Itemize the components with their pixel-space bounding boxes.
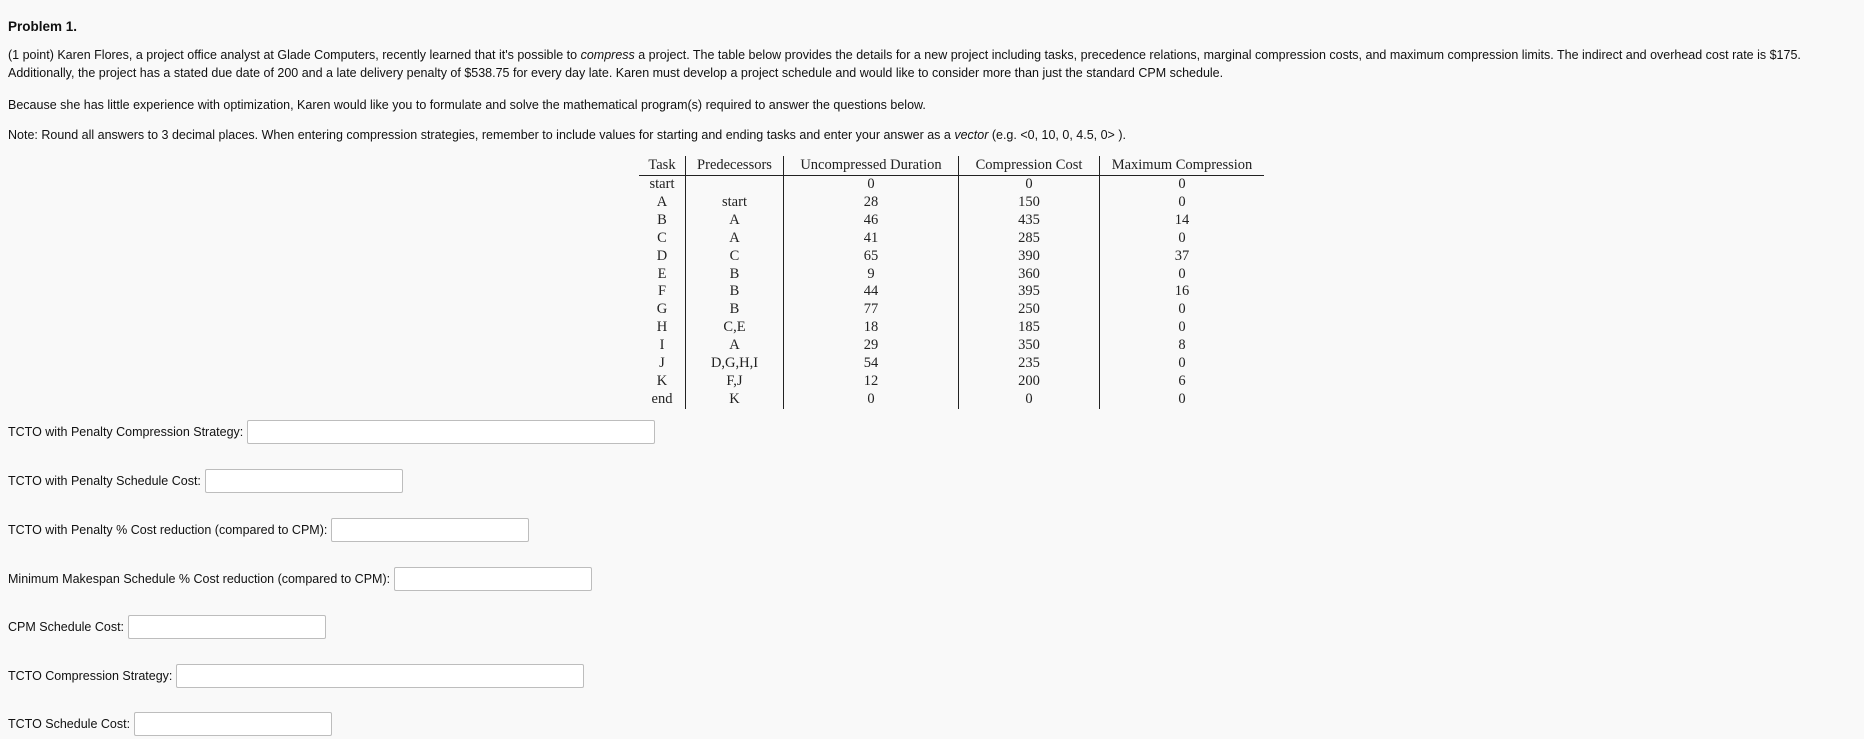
cell-task: G (656, 301, 668, 318)
cell-duration: 29 (784, 337, 959, 355)
cell-predecessors: C (686, 248, 784, 266)
cell-duration: 28 (784, 194, 959, 212)
header-uncompressed-duration: Uncompressed Duration (784, 156, 959, 176)
cell-compression-cost: 390 (959, 248, 1100, 266)
header-task: Task (639, 156, 686, 176)
note-text-b: (e.g. <0, 10, 0, 4.5, 0> ). (988, 128, 1126, 142)
cell-max-compression: 0 (1100, 176, 1265, 194)
table-header-row (639, 156, 1264, 176)
intro-emphasis-compress: compress (580, 48, 635, 62)
tcto-strategy-input[interactable] (176, 664, 584, 688)
cell-compression-cost: 285 (959, 230, 1100, 248)
field-tcto-cost (8, 712, 332, 736)
field-min-makespan-reduction (8, 567, 592, 591)
cell-duration: 9 (784, 266, 959, 284)
table-row (639, 248, 1264, 266)
tcto-penalty-strategy-label: TCTO with Penalty Compression Strategy: (8, 425, 244, 439)
experience-paragraph: Because she has little experience with optimization, Karen would like you to formulate and solve the mathematical program(s) required to answer the questions below. (8, 98, 926, 112)
cell-duration: 0 (784, 391, 959, 409)
cell-max-compression: 0 (1100, 230, 1265, 248)
cell-max-compression: 0 (1100, 266, 1265, 284)
table-row (639, 337, 1264, 355)
table-row (639, 391, 1264, 409)
cell-max-compression: 0 (1100, 319, 1265, 337)
cell-predecessors: D,G,H,I (686, 355, 784, 373)
tcto-penalty-cost-label: TCTO with Penalty Schedule Cost: (8, 474, 201, 488)
cpm-cost-input[interactable] (128, 615, 326, 639)
min-makespan-reduction-input[interactable] (394, 567, 592, 591)
cell-task: B (657, 211, 667, 228)
cell-compression-cost: 0 (959, 391, 1100, 409)
intro-text-b: a project. The table below provides the details for a new project including tasks, precedence relations, marginal compression costs, and maximum compression limits. The indirect and overhead cost rate is $175. Additionally, the project has a stated due date of 200 and a late delivery penalty of $538.75 for every day late. Karen must develop a project schedule and would like to consider more than just the standard CPM schedule. (8, 48, 1801, 80)
cell-predecessors: A (686, 212, 784, 230)
note-emphasis-vector: vector (954, 128, 989, 142)
cell-task: J (659, 355, 665, 372)
cell-compression-cost: 185 (959, 319, 1100, 337)
cell-compression-cost: 150 (959, 194, 1100, 212)
cell-task: F (657, 283, 667, 300)
note-text-a: Note: Round all answers to 3 decimal places. When entering compression strategies, remember to include values for starting and ending tasks and enter your answer as a (8, 128, 955, 142)
intro-text-a: (1 point) Karen Flores, a project office analyst at Glade Computers, recently learned that it's possible to (8, 48, 581, 62)
cell-predecessors: B (686, 283, 784, 301)
cell-max-compression: 0 (1100, 355, 1265, 373)
project-task-table (639, 156, 1264, 409)
cell-max-compression: 16 (1100, 283, 1265, 301)
field-tcto-penalty-reduction (8, 518, 529, 542)
problem-title: Problem 1. (8, 19, 78, 34)
header-predecessors: Predecessors (686, 156, 784, 176)
table-row (639, 319, 1264, 337)
cell-duration: 18 (784, 319, 959, 337)
tcto-cost-input[interactable] (134, 712, 332, 736)
cell-max-compression: 6 (1100, 373, 1265, 391)
cell-duration: 65 (784, 248, 959, 266)
cell-predecessors: F,J (686, 373, 784, 391)
field-tcto-penalty-strategy (8, 420, 655, 444)
cell-duration: 41 (784, 230, 959, 248)
cell-predecessors: K (686, 391, 784, 409)
cell-predecessors: C,E (686, 319, 784, 337)
problem-intro (8, 46, 1856, 82)
table-row (639, 355, 1264, 373)
cell-task: E (657, 265, 667, 282)
note-paragraph (8, 126, 1856, 144)
cell-max-compression: 8 (1100, 337, 1265, 355)
cell-task: I (659, 337, 665, 354)
cell-task: C (657, 229, 667, 246)
cell-task: D (656, 247, 668, 264)
tcto-penalty-reduction-label: TCTO with Penalty % Cost reduction (compared to CPM): (8, 523, 328, 537)
cell-duration: 44 (784, 283, 959, 301)
cell-compression-cost: 235 (959, 355, 1100, 373)
cell-duration: 77 (784, 301, 959, 319)
cell-compression-cost: 435 (959, 212, 1100, 230)
table-row (639, 194, 1264, 212)
cell-predecessors: start (686, 194, 784, 212)
cell-max-compression: 0 (1100, 194, 1265, 212)
cell-predecessors (686, 176, 784, 194)
tcto-penalty-strategy-input[interactable] (247, 420, 655, 444)
cell-predecessors: B (686, 301, 784, 319)
cell-max-compression: 0 (1100, 391, 1265, 409)
cell-duration: 12 (784, 373, 959, 391)
table-row (639, 176, 1264, 194)
header-maximum-compression: Maximum Compression (1100, 156, 1265, 176)
cell-task: start (649, 176, 675, 192)
field-tcto-strategy (8, 664, 584, 688)
header-compression-cost: Compression Cost (959, 156, 1100, 176)
tcto-penalty-reduction-input[interactable] (331, 518, 529, 542)
cell-task: A (656, 193, 668, 210)
table-row (639, 212, 1264, 230)
field-tcto-penalty-cost (8, 469, 403, 493)
cell-predecessors: A (686, 337, 784, 355)
table-row (639, 266, 1264, 284)
table-row (639, 230, 1264, 248)
cell-predecessors: A (686, 230, 784, 248)
tcto-penalty-cost-input[interactable] (205, 469, 403, 493)
table-row (639, 283, 1264, 301)
cell-compression-cost: 200 (959, 373, 1100, 391)
cell-compression-cost: 395 (959, 283, 1100, 301)
field-cpm-cost (8, 615, 326, 639)
table-row (639, 301, 1264, 319)
cell-task: H (656, 319, 668, 336)
tcto-strategy-label: TCTO Compression Strategy: (8, 669, 173, 683)
cell-task: K (656, 372, 668, 389)
cell-compression-cost: 350 (959, 337, 1100, 355)
cell-max-compression: 0 (1100, 301, 1265, 319)
cell-compression-cost: 250 (959, 301, 1100, 319)
cell-compression-cost: 360 (959, 266, 1100, 284)
cell-duration: 0 (784, 176, 959, 194)
cell-predecessors: B (686, 266, 784, 284)
cell-max-compression: 37 (1100, 248, 1265, 266)
cell-max-compression: 14 (1100, 212, 1265, 230)
cell-task: end (651, 390, 673, 407)
tcto-cost-label: TCTO Schedule Cost: (8, 717, 131, 731)
cell-compression-cost: 0 (959, 176, 1100, 194)
cell-duration: 46 (784, 212, 959, 230)
table-row (639, 373, 1264, 391)
cell-duration: 54 (784, 355, 959, 373)
min-makespan-reduction-label: Minimum Makespan Schedule % Cost reduction (compared to CPM): (8, 572, 391, 586)
cpm-cost-label: CPM Schedule Cost: (8, 620, 125, 634)
